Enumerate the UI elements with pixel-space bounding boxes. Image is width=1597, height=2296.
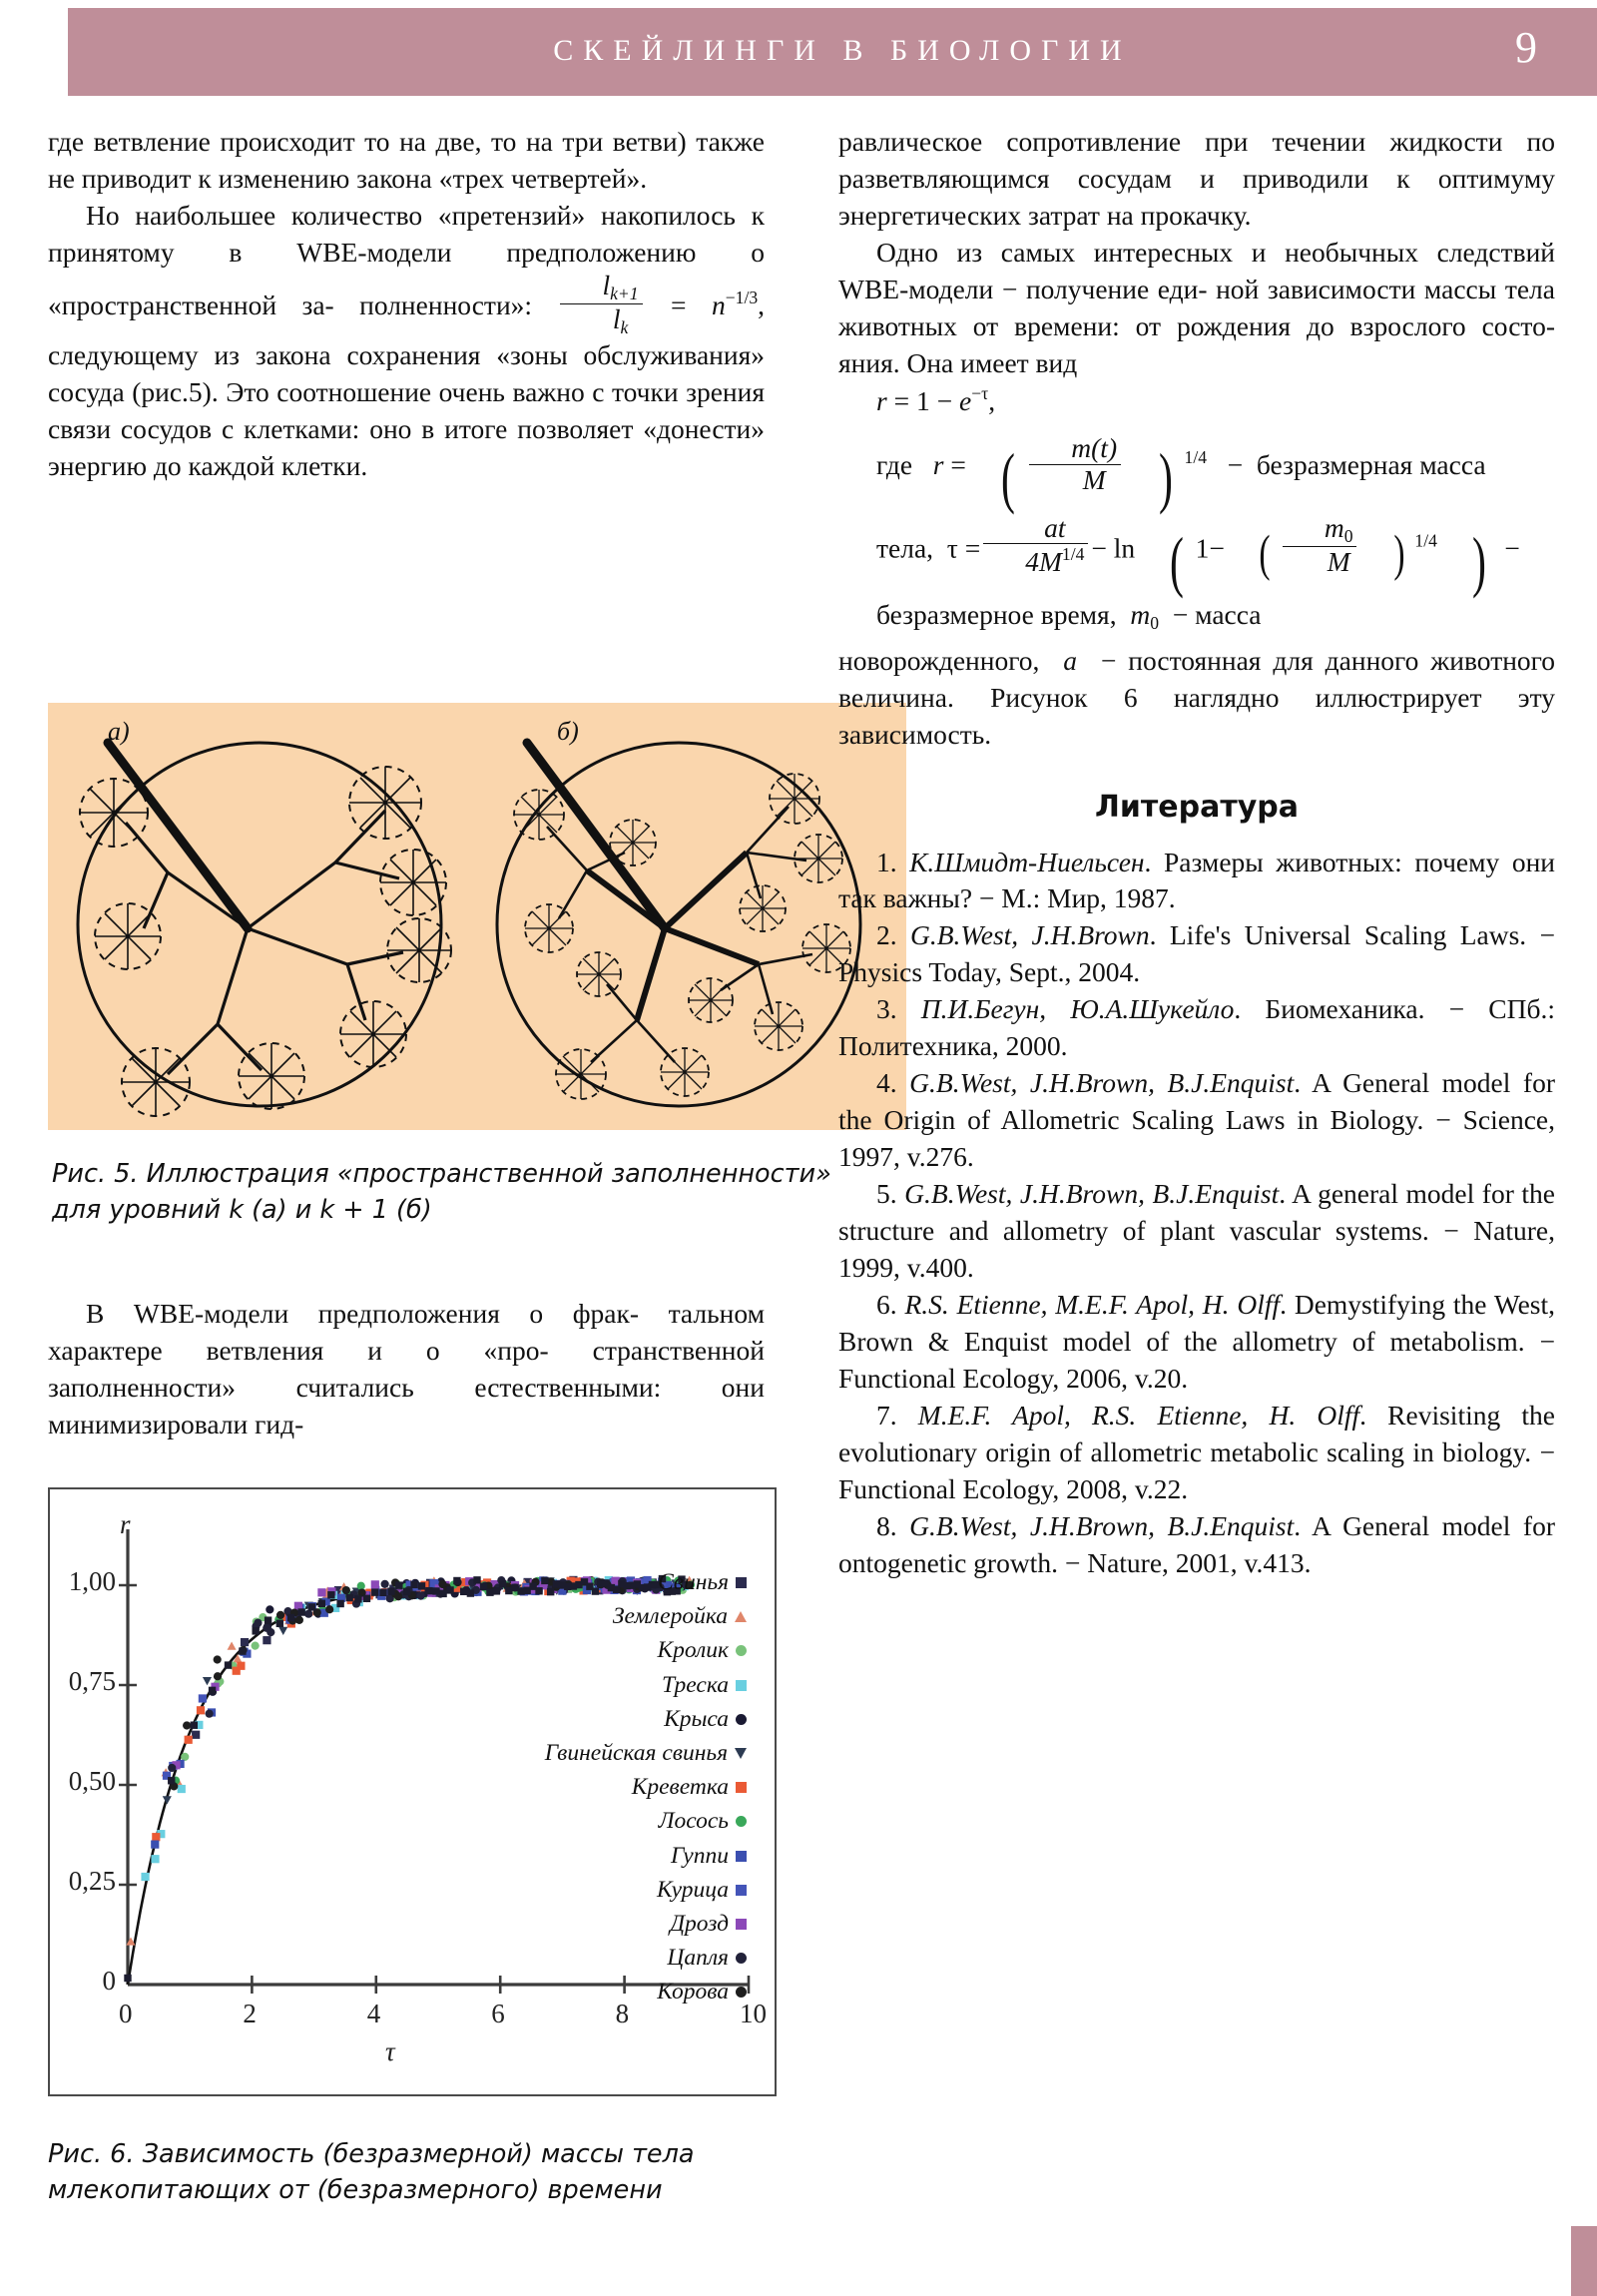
reference-item <box>838 1287 1555 1398</box>
rp1-line4: затрат на прокачку. <box>1027 199 1252 231</box>
legend-item <box>545 1668 747 1702</box>
legend-label: Курица <box>656 1876 729 1903</box>
eq-exp-power: −τ <box>971 382 989 403</box>
rp1-line2: жидкости по разветвляющимся сосудам и <box>838 126 1555 194</box>
chart-point <box>203 1677 212 1685</box>
legend-item <box>545 1599 747 1633</box>
figure-5-panel-b-label: б) <box>557 717 579 746</box>
chart-point <box>151 1841 159 1849</box>
x-tick-label: 6 <box>491 1999 505 2028</box>
par2-line2: накопилось к принятому в WBE-модели <box>48 199 765 268</box>
par1-line3: закона «трех четвертей». <box>356 162 648 194</box>
ln-open-paren: ( <box>1170 523 1185 599</box>
par2-line6: сосуда (рис.5). Это соотношение очень <box>48 375 505 407</box>
def2-m0-sub: 0 <box>1343 525 1353 546</box>
page-corner-mark <box>1571 2226 1597 2296</box>
x-tick-label: 4 <box>366 1999 381 2028</box>
chart-point <box>432 1587 439 1594</box>
chart-point <box>185 1736 193 1744</box>
legend-item <box>545 1804 747 1838</box>
reference-number: 6. <box>876 1289 905 1321</box>
def-power: 1/4 <box>1184 446 1208 467</box>
legend-swatch-square-icon <box>736 1919 747 1930</box>
par2-line8: клетками: оно в итоге позволяет «донести» <box>244 412 766 444</box>
fraction-mt-over-M <box>1029 431 1121 495</box>
eq-lhs-r: r <box>876 384 887 416</box>
chart-point <box>371 1588 378 1595</box>
par1-line2a: три ветви <box>562 126 678 157</box>
legend-label: Землеройка <box>612 1603 728 1630</box>
definition-a-line <box>838 643 1555 754</box>
left-text-column <box>48 124 765 485</box>
y-tick-label: 0 <box>102 1966 116 1996</box>
par2-line5: закона сохранения «зоны обслуживания» <box>255 338 765 370</box>
chart-point <box>535 1587 542 1594</box>
figure-5-caption: Рис. 5. Иллюстрация «пространственной заполненности» для уровний k (а) и k + 1 (б) <box>52 1159 831 1226</box>
legend-swatch-circle-icon <box>736 1953 747 1964</box>
chart-point <box>239 1647 246 1654</box>
chart-point <box>178 1785 186 1793</box>
legend-label: Гуппи <box>670 1842 729 1869</box>
reference-authors: G.B.West, J.H.Brown, B.J.Enquist <box>909 1067 1295 1099</box>
chart-point <box>453 1577 460 1584</box>
def-den-M: M <box>1082 463 1106 495</box>
chart-point <box>318 1600 325 1607</box>
rp2-line2: следствий WBE-модели − получение еди- <box>838 236 1556 304</box>
open-paren-large: ( <box>1000 440 1015 516</box>
symbol-a: a <box>1063 645 1078 677</box>
chart-point <box>183 1721 191 1729</box>
chart-point <box>192 1731 200 1739</box>
equation-r-definition <box>838 382 1555 420</box>
reference-number: 7. <box>876 1400 918 1432</box>
chart-point <box>418 1582 425 1589</box>
reference-source: . A General model for the Origin of Allometric Scaling Laws in Biology. − Science, 1997, v.276. <box>838 1067 1555 1173</box>
chart-point <box>480 1583 487 1590</box>
reference-number: 4. <box>876 1067 910 1099</box>
reference-item <box>838 991 1555 1065</box>
chart-point <box>152 1833 160 1841</box>
chart-point <box>425 1587 432 1594</box>
inline-formula-lk-ratio <box>560 269 642 338</box>
reference-item <box>838 917 1555 991</box>
legend-item <box>545 1736 747 1770</box>
chart-point <box>265 1616 271 1623</box>
references-heading: Литература <box>1094 790 1300 826</box>
rp2-line5: яния. Она имеет вид <box>838 346 1078 378</box>
reference-item <box>838 1065 1555 1176</box>
par2-line7: важно с точки зрения связи сосудов с <box>48 375 765 444</box>
chart-point <box>467 1589 474 1596</box>
reference-item <box>838 1508 1555 1582</box>
fraction-at-over-4M <box>983 511 1088 578</box>
chart-point <box>295 1616 303 1624</box>
fraction-m0-over-M <box>1283 511 1357 578</box>
chart-point <box>403 1588 410 1595</box>
right-paragraph-1 <box>838 124 1555 235</box>
def2-ln: ln <box>1113 531 1136 563</box>
reference-source: . Life's Universal Scaling Laws. − Physics Today, Sept., 2004. <box>838 919 1556 988</box>
chart-point <box>199 1694 207 1702</box>
symbol-m0-sub: 0 <box>1150 612 1159 633</box>
frac-num-symbol: l <box>602 269 611 300</box>
chart-point <box>214 1655 222 1663</box>
reference-authors: G.B.West, J.H.Brown, B.J.Enquist <box>904 1178 1280 1210</box>
paragraph-2 <box>48 198 765 485</box>
def2-num: at <box>983 514 1088 545</box>
legend-item <box>545 1702 747 1736</box>
def-dash: − <box>1227 448 1244 480</box>
frac-den-subscript: k <box>620 317 629 338</box>
chart-point <box>206 1710 214 1718</box>
eq-exp-base: e <box>958 384 972 416</box>
reference-source: . Demystifying the West, Brown & Enquist model of the allometry of metabolism. − Functional Ecology, 2006, v.20. <box>838 1289 1555 1395</box>
legend-label: Корова <box>657 1979 729 2006</box>
chart-point <box>287 1614 294 1621</box>
legend-label: Лосось <box>658 1808 729 1835</box>
reference-source: . A General model for ontogenetic growth. − Nature, 2001, v.413. <box>838 1510 1555 1579</box>
figure-6-caption: Рис. 6. Зависимость (безразмерной) массы тела млекопитающих от (безразмерного) времени <box>48 2139 695 2206</box>
legend-swatch-triangle-icon <box>735 1611 747 1622</box>
par2-line4-pre: полненности»: <box>359 289 533 321</box>
y-tick-label: 0,25 <box>68 1866 116 1896</box>
def2-M: M <box>1327 546 1350 578</box>
chart-point <box>151 1855 159 1863</box>
paragraph-1 <box>48 124 765 198</box>
chart-point <box>276 1620 283 1627</box>
line-last3: эту зависимость. <box>838 682 1555 751</box>
line-last1: для данного животного величина. <box>838 645 1556 714</box>
reference-item <box>838 845 1555 918</box>
reference-item <box>838 1176 1555 1287</box>
legend-swatch-triangle-down-icon <box>735 1748 747 1759</box>
chart-point <box>225 1661 232 1668</box>
def2-minus: − <box>1091 531 1107 563</box>
par3-line2: тальном характере ветвления и о «про- <box>48 1298 765 1366</box>
legend-item <box>545 1565 747 1599</box>
definition-tau-line <box>838 511 1555 599</box>
chart-point <box>197 1706 205 1714</box>
chart-point <box>304 1610 312 1618</box>
right-text-column <box>838 124 1555 1582</box>
legend-item <box>545 1941 747 1975</box>
chart-point <box>141 1873 149 1881</box>
chart-point <box>363 1595 370 1602</box>
right-paragraph-2 <box>838 235 1555 382</box>
def2-den-exp: 1/4 <box>1061 544 1085 565</box>
chart-point <box>124 1975 131 1982</box>
chart-point <box>297 1608 304 1615</box>
chart-point <box>163 1796 172 1804</box>
chart-point <box>379 1589 386 1596</box>
paragraph-3 <box>48 1296 765 1443</box>
chart-point <box>381 1580 389 1588</box>
legend-label: Крыса <box>664 1705 729 1732</box>
chart-point <box>308 1603 315 1610</box>
chart-point <box>438 1580 446 1588</box>
chart-point <box>276 1611 284 1619</box>
par1-line2b: ) также не приводит к изменению <box>48 126 766 194</box>
chart-point <box>325 1605 333 1613</box>
chart-point <box>191 1722 198 1729</box>
chart-point <box>345 1594 352 1601</box>
line-time: безразмерное время, <box>876 598 1117 630</box>
chart-point <box>395 1581 402 1588</box>
reference-authors: К.Шмидт-Ниельсен <box>909 846 1145 877</box>
rp1-line3: приводили к оптимуму энергетических <box>838 162 1556 231</box>
reference-number: 8. <box>876 1510 910 1542</box>
left-text-column-lower <box>48 1296 765 1443</box>
chart-point <box>168 1777 175 1784</box>
line-last2: Рисунок 6 наглядно иллюстрирует <box>990 682 1482 714</box>
reference-source: . Биомеханика. − СПб.: Политехника, 2000. <box>838 993 1555 1062</box>
eq-comma: , <box>988 384 996 416</box>
def2-pre: тела, <box>876 531 934 563</box>
def-gde: где <box>876 448 913 480</box>
reference-source: . Revisiting the evolutionary origin of allometric metabolic scaling in biology. − Functional Ecology, 2008, v.22. <box>838 1400 1555 1505</box>
chart-point <box>493 1587 500 1594</box>
chart-point <box>181 1753 189 1761</box>
legend-item <box>545 1873 747 1907</box>
figure-6-chart <box>48 1487 777 2096</box>
eq-equals: = <box>893 384 910 416</box>
reference-number: 3. <box>876 993 921 1025</box>
legend-swatch-square-icon <box>736 1782 747 1793</box>
reference-authors: M.E.F. Apol, R.S. Etienne, H. Olff <box>917 1400 1360 1432</box>
chart-point <box>342 1586 350 1594</box>
chart-point <box>486 1588 493 1595</box>
definition-r-line <box>838 431 1555 516</box>
reference-number: 5. <box>876 1178 905 1210</box>
formula-n-exponent: −1/3 <box>725 287 759 308</box>
chart-point <box>237 1662 245 1670</box>
legend-swatch-circle-icon <box>736 1714 747 1725</box>
legend-label: Дрозд <box>670 1910 729 1937</box>
reference-item <box>838 1398 1555 1508</box>
x-tick-label: 8 <box>615 1999 630 2028</box>
par2-line9: энергию до каждой клетки. <box>48 449 368 481</box>
legend-label: Цапля <box>667 1945 729 1972</box>
x-axis-label: τ <box>385 2036 395 2066</box>
chart-point <box>410 1581 417 1588</box>
par1-line1: где ветвление происходит то на две, то на <box>48 126 553 157</box>
chart-point <box>252 1627 259 1634</box>
def2-inner-minus: − <box>1209 531 1225 563</box>
chart-legend <box>545 1565 747 2009</box>
reference-authors: G.B.West, J.H.Brown <box>909 919 1150 951</box>
ln-close-paren: ) <box>1471 523 1486 599</box>
def2-equals: = <box>964 531 981 563</box>
def-tail: безразмерная масса <box>1256 448 1486 480</box>
chart-point <box>228 1642 237 1650</box>
page-header-band <box>68 8 1597 96</box>
rp1-line1: равлическое сопротивление при течении <box>838 126 1366 157</box>
frac-num-subscript: k+1 <box>610 283 639 303</box>
chart-point <box>439 1590 446 1597</box>
reference-authors: П.И.Бегун, Ю.А.Шукейло <box>920 993 1235 1025</box>
inner-open-paren: ( <box>1259 526 1271 583</box>
legend-item <box>545 1770 747 1804</box>
y-tick-label: 0,50 <box>68 1766 116 1796</box>
par2-line3: предположению о «пространственной за- <box>48 236 765 321</box>
chart-point <box>336 1600 343 1607</box>
chart-point <box>499 1580 506 1587</box>
reference-number: 2. <box>876 919 910 951</box>
legend-item <box>545 1975 747 2009</box>
figure-5-image <box>48 703 906 1130</box>
chart-point <box>263 1624 270 1632</box>
page-number: 9 <box>1515 23 1537 72</box>
legend-swatch-square-icon <box>736 1577 747 1588</box>
def2-den: 4M <box>1025 546 1062 578</box>
eq-one: 1 <box>915 384 930 416</box>
def-symbol-r: r <box>932 448 944 480</box>
par2-line1: Но наибольшее количество «претензий» <box>86 199 586 231</box>
legend-label: Гвинейская свинья <box>544 1739 728 1766</box>
legend-item <box>545 1839 747 1873</box>
legend-label: Кролик <box>657 1637 729 1664</box>
chart-point <box>371 1580 379 1588</box>
chart-point <box>317 1588 325 1596</box>
def-num-m: m <box>1071 431 1092 463</box>
chart-point <box>209 1687 216 1694</box>
par3-line4: естественными: они минимизировали гид- <box>48 1371 765 1439</box>
chart-point <box>417 1592 425 1600</box>
chart-point <box>394 1592 402 1600</box>
eq-minus: − <box>936 384 953 416</box>
def-num-arg: (t) <box>1091 431 1118 463</box>
par3-line1: В WBE-модели предположения о фрак- <box>86 1298 640 1329</box>
par2-line4-post: , следующему из <box>48 289 765 370</box>
chart-point <box>387 1587 394 1594</box>
chart-point <box>327 1591 334 1598</box>
chart-point <box>241 1638 249 1646</box>
reference-number: 1. <box>876 846 910 877</box>
figure-5-panel-a-label: а) <box>108 717 130 746</box>
rp2-line4: времени: от рождения до взрослого состо- <box>1014 309 1555 341</box>
formula-equals: = <box>671 289 687 321</box>
chart-point <box>460 1588 467 1595</box>
def2-m0: m <box>1324 511 1344 543</box>
def2-tau: τ <box>946 531 958 563</box>
legend-label: Свинья <box>658 1569 729 1595</box>
reference-authors: G.B.West, J.H.Brown, B.J.Enquist <box>909 1510 1295 1542</box>
references-list <box>838 845 1555 1583</box>
y-axis-label: r <box>120 1509 131 1539</box>
y-tick-label: 1,00 <box>68 1566 116 1596</box>
reference-authors: R.S. Etienne, M.E.F. Apol, H. Olff <box>904 1289 1281 1321</box>
chart-point <box>278 1627 287 1635</box>
x-tick-label: 10 <box>740 1999 767 2028</box>
legend-swatch-circle-icon <box>736 1987 747 1998</box>
chart-point <box>214 1672 222 1680</box>
chart-point <box>263 1636 270 1644</box>
close-paren-large: ) <box>1159 440 1174 516</box>
inner-close-paren: ) <box>1393 526 1406 583</box>
chart-point <box>168 1764 176 1772</box>
legend-swatch-circle-icon <box>736 1816 747 1827</box>
legend-swatch-circle-icon <box>736 1645 747 1656</box>
def-equals: = <box>950 448 966 480</box>
chart-point <box>354 1595 361 1602</box>
chart-point <box>473 1576 480 1583</box>
figure-5-diagram <box>48 703 906 1130</box>
legend-label: Креветка <box>631 1774 729 1801</box>
legend-label: Треска <box>662 1671 729 1698</box>
legend-item <box>545 1907 747 1941</box>
a-dash-text: − постоянная <box>1100 645 1262 677</box>
rp2-line3: ной зависимости массы тела животных от <box>838 273 1555 341</box>
legend-swatch-square-icon <box>736 1680 747 1691</box>
x-tick-label: 2 <box>243 1999 257 2028</box>
rp2-line1: Одно из самых интересных и необычных <box>876 236 1418 268</box>
par3-line3: странственной заполненности» считались <box>48 1334 765 1403</box>
symbol-m0: m <box>1130 598 1151 630</box>
reference-source: . A general model for the structure and allometry of plant vascular systems. − Nature, 1999, v.400. <box>838 1178 1556 1284</box>
y-tick-label: 0,75 <box>68 1666 116 1696</box>
reference-source: . Размеры животных: почему они так важны? − М.: Мир, 1987. <box>838 846 1555 914</box>
chart-point <box>266 1605 273 1613</box>
running-title: СКЕЙЛИНГИ В БИОЛОГИИ <box>553 34 1132 67</box>
chart-point <box>252 1642 260 1650</box>
formula-n-base: n <box>711 289 726 321</box>
legend-swatch-square-icon <box>736 1885 747 1896</box>
legend-item <box>545 1633 747 1667</box>
x-tick-label: 0 <box>119 1999 133 2028</box>
frac-den-symbol: l <box>612 303 621 335</box>
def2-one: 1 <box>1195 531 1210 563</box>
def2-pow: 1/4 <box>1414 530 1437 551</box>
line-newborn: новорожденного, <box>838 645 1040 677</box>
chart-point <box>446 1586 453 1593</box>
definition-continuation <box>838 589 1555 641</box>
m0-dash-text: − масса <box>1172 598 1262 630</box>
legend-swatch-square-icon <box>736 1851 747 1862</box>
def2-trail: − <box>1504 531 1520 563</box>
